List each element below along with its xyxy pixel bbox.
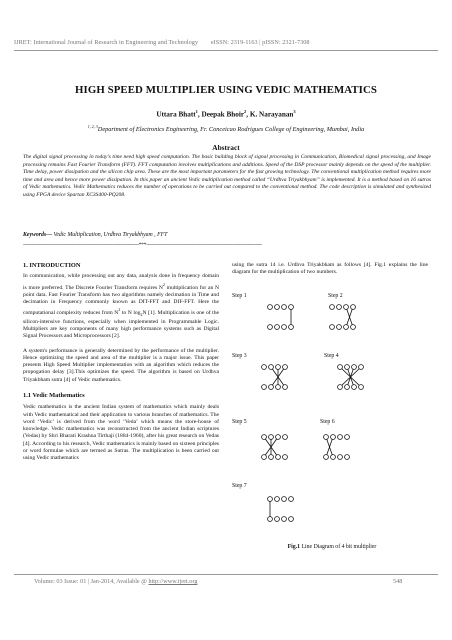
figure-bit-dot [338, 365, 343, 370]
figure-bit-dot [337, 325, 342, 330]
line-diagram-figure [226, 280, 436, 540]
figure-bit-dot [359, 365, 364, 370]
subscript: 2 [140, 312, 143, 318]
footer-url[interactable]: http://www.ijret.org [148, 578, 198, 585]
figure-bit-dot [268, 325, 273, 330]
figure-bit-dot [275, 497, 280, 502]
figure-caption [232, 544, 432, 550]
figure-step-label: Step 7 [232, 483, 247, 489]
footer-volume [34, 578, 197, 585]
figure-bit-dot [351, 305, 356, 310]
figure-step-label: Step 6 [320, 419, 335, 425]
figure-bit-dot [324, 435, 329, 440]
figure-step-label: Step 3 [232, 353, 247, 359]
keywords-text: Vedic Multiplication, Urdhva Tiryakbhyam , FFT [52, 232, 168, 238]
figure-bit-dot [262, 435, 267, 440]
figure-bit-dot [289, 517, 294, 522]
figure-bit-dot [344, 325, 349, 330]
intro-p1-text-d: N [1]. Multiplication is one of the silicon-intensive functions, especially when implemented in Programmable Logic. Multipliers are key components of many high performance systems such as Digital Signal Processors and Microprocessors [2]. [23, 310, 219, 340]
figure-bit-dot [345, 365, 350, 370]
superscript: 2 [162, 281, 165, 287]
figure-bit-dot [330, 325, 335, 330]
figure-bit-dot [282, 497, 287, 502]
abstract-body: The digital signal processing in today's time need high speed computation. The basic building block of signal processing in Communication, Biomedical signal processing, and Image processing remains Fast Fourier Transform (FFT). FFT computation involves multiplications and additions. Speed of the DSP processor mainly depends on the speed of the multiplier. Time delay, power dissipation and the silicon chip area. These are the most important parameters for the fast growing technology. The conventional multiplication method requires more time and area and hence more power dissipation. In this paper an ancient Vedic multiplication method called “Urdhva Triyakbhyam” is implemented. It is a method based on 16 sutras of Vedic mathematics. Vedic Mathematics reduces the number of operations to be carried out compared to the conventional method. The code description is simulated and synthesized using FPGA device Spartan XC3S400-PQ208. [23, 154, 431, 198]
figure-bit-dot [276, 455, 281, 460]
footer-volume-text: Volume: 03 Issue: 01 | Jan-2014, Available @ [34, 578, 149, 585]
keywords-label: Keywords— [23, 232, 52, 238]
figure-bit-dot [337, 305, 342, 310]
author-sup: 1 [195, 109, 198, 114]
affiliation [14, 124, 438, 133]
figure-step-label: Step 4 [324, 353, 339, 359]
figure-bit-dot [352, 385, 357, 390]
author-name: Deepak Bhoir [201, 110, 245, 119]
figure-bit-dot [283, 435, 288, 440]
author-name: Uttara Bhatt [156, 110, 196, 119]
affiliation-text: Department of Electronics Engineering, Fr. Conceicao Rodrigues College of Engineering, Mumbai, India [97, 126, 365, 134]
left-column [23, 262, 219, 463]
intro-p1-text-c: to N log [120, 310, 141, 317]
keywords [23, 232, 431, 238]
figure-bit-dot [276, 385, 281, 390]
figure-bit-dot [282, 305, 287, 310]
footer-rule [14, 574, 438, 575]
figure-bit-dot [282, 517, 287, 522]
figure-bit-dot [275, 305, 280, 310]
figure-bit-dot [324, 455, 329, 460]
figure-bit-dot [268, 517, 273, 522]
figure-bit-dot [268, 497, 273, 502]
figure-bit-dot [345, 455, 350, 460]
section-separator: --------------------------------------------------------------------------***-------------------------------------------------------------------------- [23, 242, 262, 248]
figure-caption-text: Line Diagram of 4 bit multiplier [300, 544, 377, 550]
paper-title: HIGH SPEED MULTIPLIER USING VEDIC MATHEMATICS [75, 84, 377, 96]
figure-bit-dot [352, 365, 357, 370]
figure-bit-dot [344, 305, 349, 310]
intro-heading: 1. INTRODUCTION [23, 262, 81, 269]
page-number: 548 [393, 578, 403, 585]
journal-issn: eISSN: 2319-1163 | pISSN: 2321-7308 [210, 39, 310, 46]
figure-bit-dot [276, 365, 281, 370]
figure-bit-dot [338, 435, 343, 440]
figure-step-label: Step 1 [232, 293, 247, 299]
right-column-intro: using the sutra 14 i.e. Urdhva Triyakbham as follows [4]. Fig.1 explains the line diagram for the multiplication of two numbers. [232, 262, 428, 276]
author-name: K. Narayanan [249, 110, 294, 119]
figure-bit-dot [289, 325, 294, 330]
figure-step-label: Step 2 [328, 293, 343, 299]
figure-bit-dot [283, 365, 288, 370]
figure-bit-dot [282, 325, 287, 330]
journal-header [14, 39, 438, 46]
figure-bit-dot [275, 325, 280, 330]
figure-bit-dot [289, 497, 294, 502]
figure-bit-dot [262, 365, 267, 370]
figure-step-label: Step 5 [232, 419, 247, 425]
figure-bit-dot [351, 325, 356, 330]
figure-bit-dot [276, 435, 281, 440]
superscript: 2 [118, 307, 121, 313]
figure-bit-dot [269, 365, 274, 370]
figure-bit-dot [338, 455, 343, 460]
header-rule [14, 50, 438, 51]
figure-bit-dot [283, 385, 288, 390]
figure-bit-dot [345, 435, 350, 440]
figure-bit-dot [269, 455, 274, 460]
figure-bit-dot [269, 435, 274, 440]
figure-bit-dot [262, 455, 267, 460]
figure-bit-dot [283, 455, 288, 460]
journal-name: IJRET: International Journal of Research in Engineering and Technology [14, 39, 199, 46]
figure-bit-dot [275, 517, 280, 522]
figure-bit-dot [269, 385, 274, 390]
vedic-heading: 1.1 Vedic Mathematics [23, 391, 85, 399]
intro-p1-text-b: multiplication for an N point data. Fast Fourier Transform has two algorithms namely decimation in Time and decimation in Frequency commonly known as DIT-FFT and DIF-FFT. Here the computational complexity reduces from N [23, 284, 219, 317]
intro-p1-text-a: In communication, while processing out any data, analysis done in frequency domain is more preferred. The Discrete Fourier Transform requires N [23, 273, 219, 291]
figure-bit-dot [338, 385, 343, 390]
figure-bit-dot [268, 305, 273, 310]
vedic-paragraph: Vedic mathematics is the ancient Indian system of mathematics which mainly deals with Vedic mathematical and their application to various branches of mathematics. The word ‘Vedic’ is derived from the word ‘Veda’ which means the store-house of knowledge. Vedic mathematics was reconstructed from the ancient Indian scriptures (Vedas) by Shri Bharati Krashna Tirthaji (1884-1960), after his great research on Vedas [4]. According to his research, Vedic mathematics is mainly based on sixteen principles or word formulae which are termed as Sutras. The multiplication is been carried out using Vedic mathematics [23, 404, 219, 462]
figure-bit-dot [331, 435, 336, 440]
figure-bit-dot [289, 305, 294, 310]
figure-bit-dot [359, 385, 364, 390]
figure-bit-dot [262, 385, 267, 390]
figure-bit-dot [330, 305, 335, 310]
author-list: Uttara Bhatt$^1$, Deepak Bhoir$^2$, K. Narayanan$^3$ [156, 109, 296, 119]
intro-paragraph-1 [23, 273, 219, 340]
author-sup: 3 [293, 109, 296, 114]
abstract-heading: Abstract [212, 143, 240, 152]
affiliation-sup: 1, 2, 3 [87, 124, 98, 129]
figure-bit-dot [345, 385, 350, 390]
author-sup: 2 [244, 109, 247, 114]
figure-bit-dot [331, 455, 336, 460]
intro-paragraph-2: A system's performance is generally determined by the performance of the multiplier. Hence optimizing the speed and area of the multiplier is a major issue. This paper presents High Speed Multiplier implementation with an algorithm which reduces the propogation delay [3].This optimizes the speed. The algorithm is based on Urdhva Triyakbham sutra [4] of Vedic mathematics. [23, 347, 219, 383]
figure-caption-label: Fig.1 [287, 544, 301, 550]
